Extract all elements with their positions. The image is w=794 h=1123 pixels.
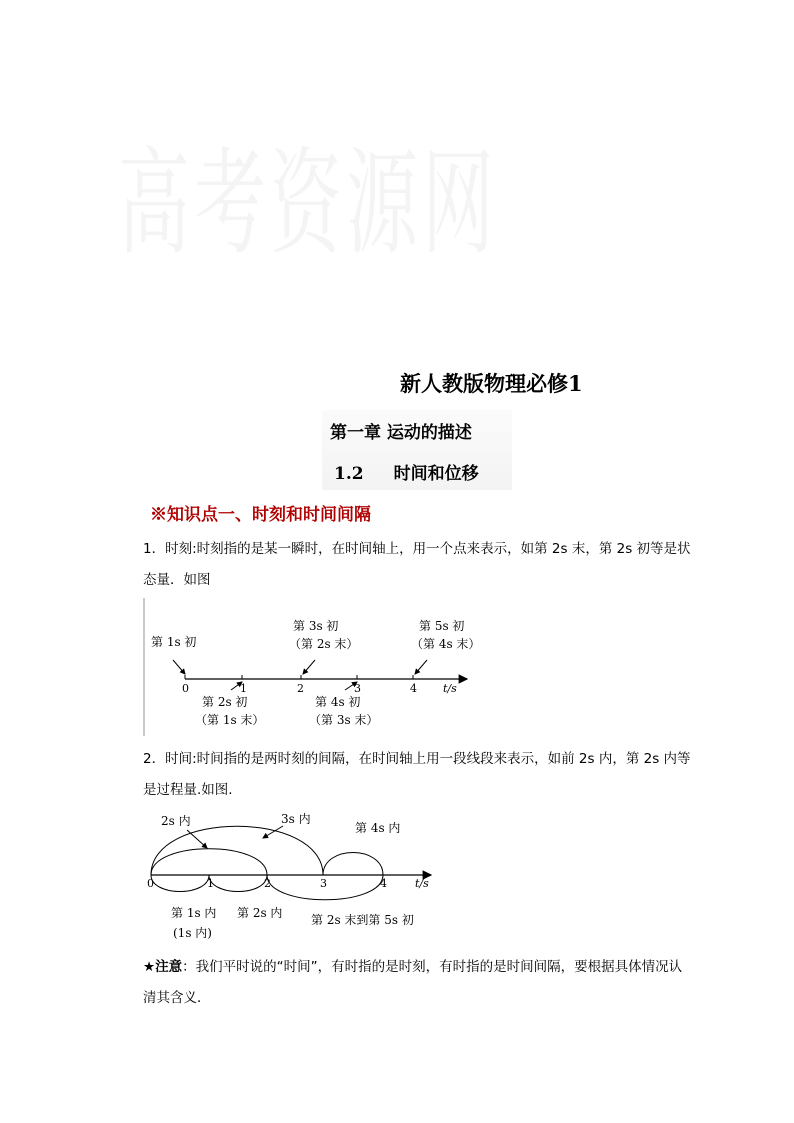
arrow-2s-within — [187, 830, 207, 848]
label-end-4s: （第 4s 末） — [411, 637, 477, 651]
note-label: ★注意 — [143, 959, 183, 975]
interval-axis-unit: t/s — [415, 877, 429, 890]
tick-label-2: 2 — [297, 682, 304, 695]
axis-unit-label: t/s — [443, 682, 457, 695]
label-start-3s: 第 3s 初 — [293, 619, 339, 633]
chapter-title: 第一章 运动的描述 — [330, 423, 472, 443]
figure-moment-axis — [143, 598, 477, 736]
section-name: 时间和位移 — [393, 464, 479, 484]
section-number: 1.2 — [334, 464, 364, 484]
arrow-start-1s — [173, 660, 185, 674]
interval-tick-3: 3 — [320, 877, 327, 890]
label-start-5s: 第 5s 初 — [419, 619, 465, 633]
tick-label-1: 1 — [240, 682, 247, 695]
label-end-2s: （第 2s 末） — [289, 637, 359, 651]
label-start-2s: 第 2s 初 — [202, 695, 248, 709]
label-2s-within: 2s 内 — [161, 814, 191, 828]
arc-first-2s — [151, 849, 267, 875]
tick-label-4: 4 — [410, 682, 417, 695]
note-text: ：我们平时说的“时间”，有时指的是时刻，有时指的是时间间隔，要根据具体情况认清其含义． — [143, 959, 683, 1006]
arc-fourth-s — [323, 853, 383, 876]
interval-tick-0: 0 — [147, 877, 154, 890]
interval-axis-svg — [143, 800, 443, 945]
label-end-3s: （第 3s 末） — [309, 713, 379, 727]
tick-label-3: 3 — [354, 682, 361, 695]
label-end2-to-start5: 第 2s 末到第 5s 初 — [311, 913, 414, 927]
arc-first-s — [151, 875, 209, 892]
arc-first-3s — [151, 826, 323, 875]
interval-tick-2: 2 — [264, 877, 271, 890]
paragraph-interval: 2．时间:时间指的是两时刻的间隔，在时间轴上用一段线段来表示，如前 2s 内，第 2s 内等是过程量.如图. — [143, 751, 691, 798]
label-first-s-alt: (1s 内) — [173, 926, 212, 940]
label-end-1s: （第 1s 末） — [195, 713, 265, 727]
moment-axis-svg — [145, 598, 477, 736]
section-title — [334, 459, 479, 484]
label-first-s: 第 1s 内 — [171, 906, 217, 920]
watermark — [118, 118, 499, 288]
arrow-start-5s — [415, 660, 427, 674]
paragraph-moment: 1．时刻:时刻指的是某一瞬时，在时间轴上，用一个点来表示，如第 2s 末，第 2s 初等是状态量．如图 — [143, 541, 691, 588]
label-start-1s: 第 1s 初 — [151, 635, 197, 649]
arrow-start-3s — [303, 660, 315, 674]
page-title: 新人教版物理必修1 — [400, 371, 583, 396]
arc-second-s — [209, 875, 267, 892]
watermark-text: 高考资源网 — [118, 135, 499, 271]
interval-tick-4: 4 — [380, 877, 387, 890]
label-start-4s: 第 4s 初 — [315, 695, 361, 709]
label-second-s: 第 2s 内 — [237, 906, 283, 920]
label-3s-within: 3s 内 — [281, 812, 311, 826]
tick-label-0: 0 — [182, 682, 189, 695]
interval-tick-1: 1 — [207, 877, 214, 890]
knowledge-point-heading: ※知识点一、时刻和时间间隔 — [150, 505, 371, 525]
label-fourth-s: 第 4s 内 — [355, 821, 401, 835]
figure-interval-axis — [143, 800, 443, 945]
note-paragraph — [143, 952, 691, 1014]
